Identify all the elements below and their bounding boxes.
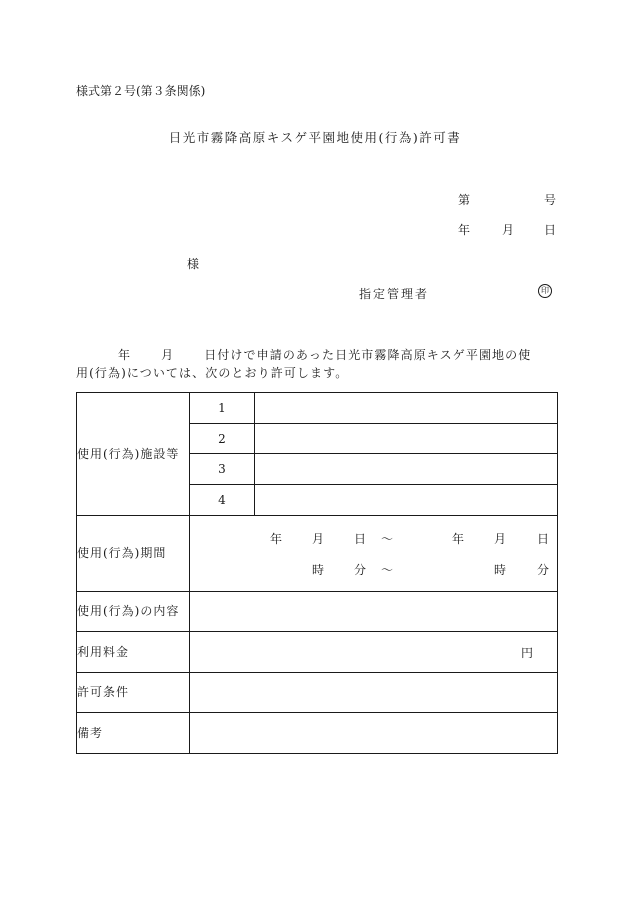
facility-value-3[interactable]: [255, 454, 558, 485]
content-value[interactable]: [190, 592, 558, 632]
period-value[interactable]: [190, 516, 558, 592]
statement-year: 年: [118, 348, 132, 362]
start-day-label: 日: [354, 532, 367, 546]
period-row: [77, 516, 558, 592]
end-hour-label: 時: [494, 563, 507, 577]
fee-value[interactable]: [190, 632, 558, 673]
facility-index-4: 4: [190, 485, 255, 516]
time-range-tilde: ～: [381, 563, 394, 577]
end-day-label: 日: [537, 532, 550, 546]
facility-value-1[interactable]: [255, 393, 558, 424]
seal-mark: 印: [538, 284, 552, 298]
number-prefix: 第: [458, 193, 471, 207]
facility-value-4[interactable]: [255, 485, 558, 516]
permit-table: [76, 392, 558, 754]
facility-value-2[interactable]: [255, 424, 558, 454]
issue-year-label: 年: [458, 223, 471, 237]
statement-line-1-rest: 日付けで申請のあった日光市霧降高原キスゲ平園地の使: [204, 348, 532, 362]
end-year-label: 年: [452, 532, 465, 546]
addressee-suffix: 様: [187, 257, 200, 271]
start-hour-label: 時: [312, 563, 325, 577]
facility-index-1: 1: [190, 393, 255, 424]
issue-day-label: 日: [544, 223, 557, 237]
remarks-row: [77, 713, 558, 754]
statement-month: 月: [161, 348, 175, 362]
form-number: 様式第２号(第３条関係): [76, 84, 206, 98]
facility-label: 使用(行為)施設等: [77, 393, 190, 516]
start-year-label: 年: [270, 532, 283, 546]
fee-unit: 円: [520, 646, 533, 660]
facility-row-1: [77, 393, 558, 424]
facility-index-2: 2: [190, 424, 255, 454]
facility-index-3: 3: [190, 454, 255, 485]
conditions-label: 許可条件: [77, 673, 190, 713]
statement-line-1: [76, 346, 556, 364]
conditions-value[interactable]: [190, 673, 558, 713]
remarks-value[interactable]: [190, 713, 558, 754]
start-month-label: 月: [312, 532, 325, 546]
remarks-label: 備考: [77, 713, 190, 754]
period-label: 使用(行為)期間: [77, 516, 190, 592]
issue-month-label: 月: [502, 223, 515, 237]
designated-manager-label: 指定管理者: [359, 287, 430, 301]
number-suffix: 号: [544, 193, 557, 207]
date-range-tilde: ～: [381, 532, 394, 546]
start-minute-label: 分: [354, 563, 367, 577]
statement-line-2: 用(行為)については、次のとおり許可します。: [76, 366, 349, 380]
permission-statement: [76, 346, 556, 382]
fee-row: [77, 632, 558, 673]
fee-label: 利用料金: [77, 632, 190, 673]
conditions-row: [77, 673, 558, 713]
end-minute-label: 分: [537, 563, 550, 577]
document-title: 日光市霧降高原キスゲ平園地使用(行為)許可書: [168, 130, 462, 145]
content-label: 使用(行為)の内容: [77, 592, 190, 632]
end-month-label: 月: [494, 532, 507, 546]
content-row: [77, 592, 558, 632]
